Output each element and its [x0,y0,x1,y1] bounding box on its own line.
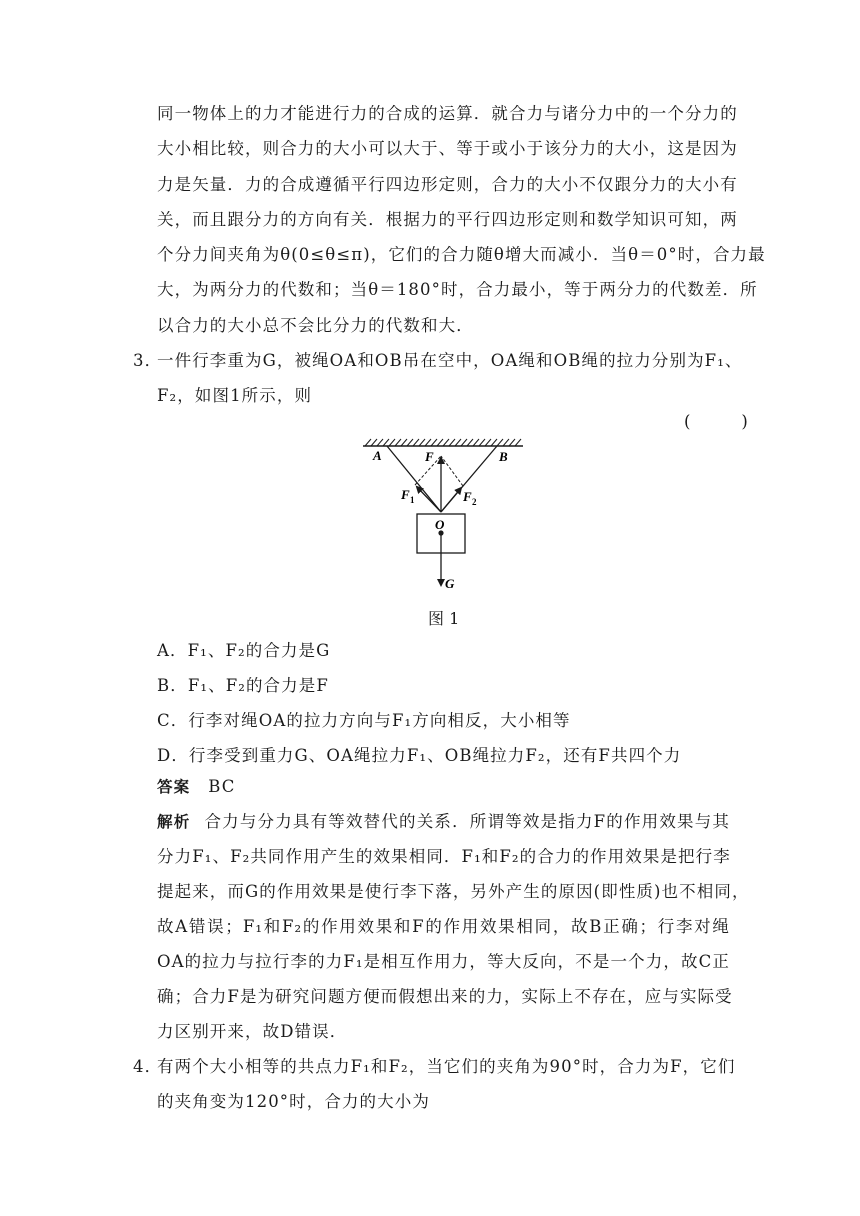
label-f2-sub: 2 [472,497,477,507]
label-a: A [373,448,382,463]
analysis-line: 提起来，而G的作用效果是使行李下落，另外产生的原因(即性质)也不相同， [157,882,750,901]
analysis-text: 合力与分力具有等效替代的关系．所谓等效是指力F的作用效果与其 [204,812,731,831]
text-line: 力是矢量．力的合成遵循平行四边形定则，合力的大小不仅跟分力的大小有 [157,175,738,194]
question-stem-line: 一件行李重为G，被绳OA和OB吊在空中，OA绳和OB绳的拉力分别为F₁、 [157,351,743,370]
ceiling [363,439,523,446]
text-line: 个分力间夹角为θ(0≤θ≤π)，它们的合力随θ增大而减小．当θ＝0°时，合力最 [157,245,766,264]
question-stem-line: 的夹角变为120°时，合力的大小为 [157,1092,430,1111]
label-f1-sub: 1 [410,495,415,505]
text-line: 以合力的大小总不会比分力的代数和大． [157,316,474,335]
answer-row [157,776,235,798]
analysis-line-first [157,811,730,833]
question-number: 3． [133,351,163,370]
answer-bracket: ( ) [684,412,754,431]
analysis-label: 解析 [157,813,191,831]
analysis-line: OA的拉力与拉行李的力F₁是相互作用力，等大反向，不是一个力，故C正 [157,952,730,971]
question-stem-line: F₂，如图1所示，则 [157,386,313,405]
force-f1-arrow [417,487,441,512]
label-o: O [435,517,445,532]
label-f: F [425,449,434,464]
text-line: 同一物体上的力才能进行力的合成的运算．就合力与诸分力中的一个分力的 [157,104,738,123]
label-f2: F [463,489,472,504]
text-line: 关，而且跟分力的方向有关．根据力的平行四边形定则和数学知识可知，两 [157,210,738,229]
figure-caption: 图 1 [428,609,460,628]
answer-value: BC [208,777,236,796]
label-f1: F [401,487,410,502]
option-c: C．行李对绳OA的拉力方向与F₁方向相反，大小相等 [157,711,571,730]
analysis-line: 力区别开来，故D错误． [157,1022,348,1041]
dashed-line [441,456,463,486]
option-b: B．F₁、F₂的合力是F [157,676,329,695]
question-stem-line: 有两个大小相等的共点力F₁和F₂，当它们的夹角为90°时，合力为F，它们 [157,1057,736,1076]
figure-1-diagram [355,432,535,600]
answer-label: 答案 [157,778,191,796]
option-d: D．行李受到重力G、OA绳拉力F₁、OB绳拉力F₂，还有F共四个力 [157,746,682,765]
label-b: B [499,449,508,464]
analysis-line: 故A错误；F₁和F₂的作用效果和F的作用效果相同，故B正确；行李对绳 [157,917,730,936]
analysis-line: 确；合力F是为研究问题方便而假想出来的力，实际上不存在，应与实际受 [157,987,733,1006]
label-g: G [445,576,455,591]
force-f2-arrow [441,488,461,512]
option-a: A．F₁、F₂的合力是G [157,641,331,660]
analysis-line: 分力F₁、F₂共同作用产生的效果相同．F₁和F₂的合力的作用效果是把行李 [157,847,731,866]
text-line: 大小相比较，则合力的大小可以大于、等于或小于该分力的大小，这是因为 [157,139,738,158]
question-number: 4． [133,1057,163,1076]
text-line: 大，为两分力的代数和；当θ＝180°时，合力最小，等于两分力的代数差．所 [157,280,758,299]
